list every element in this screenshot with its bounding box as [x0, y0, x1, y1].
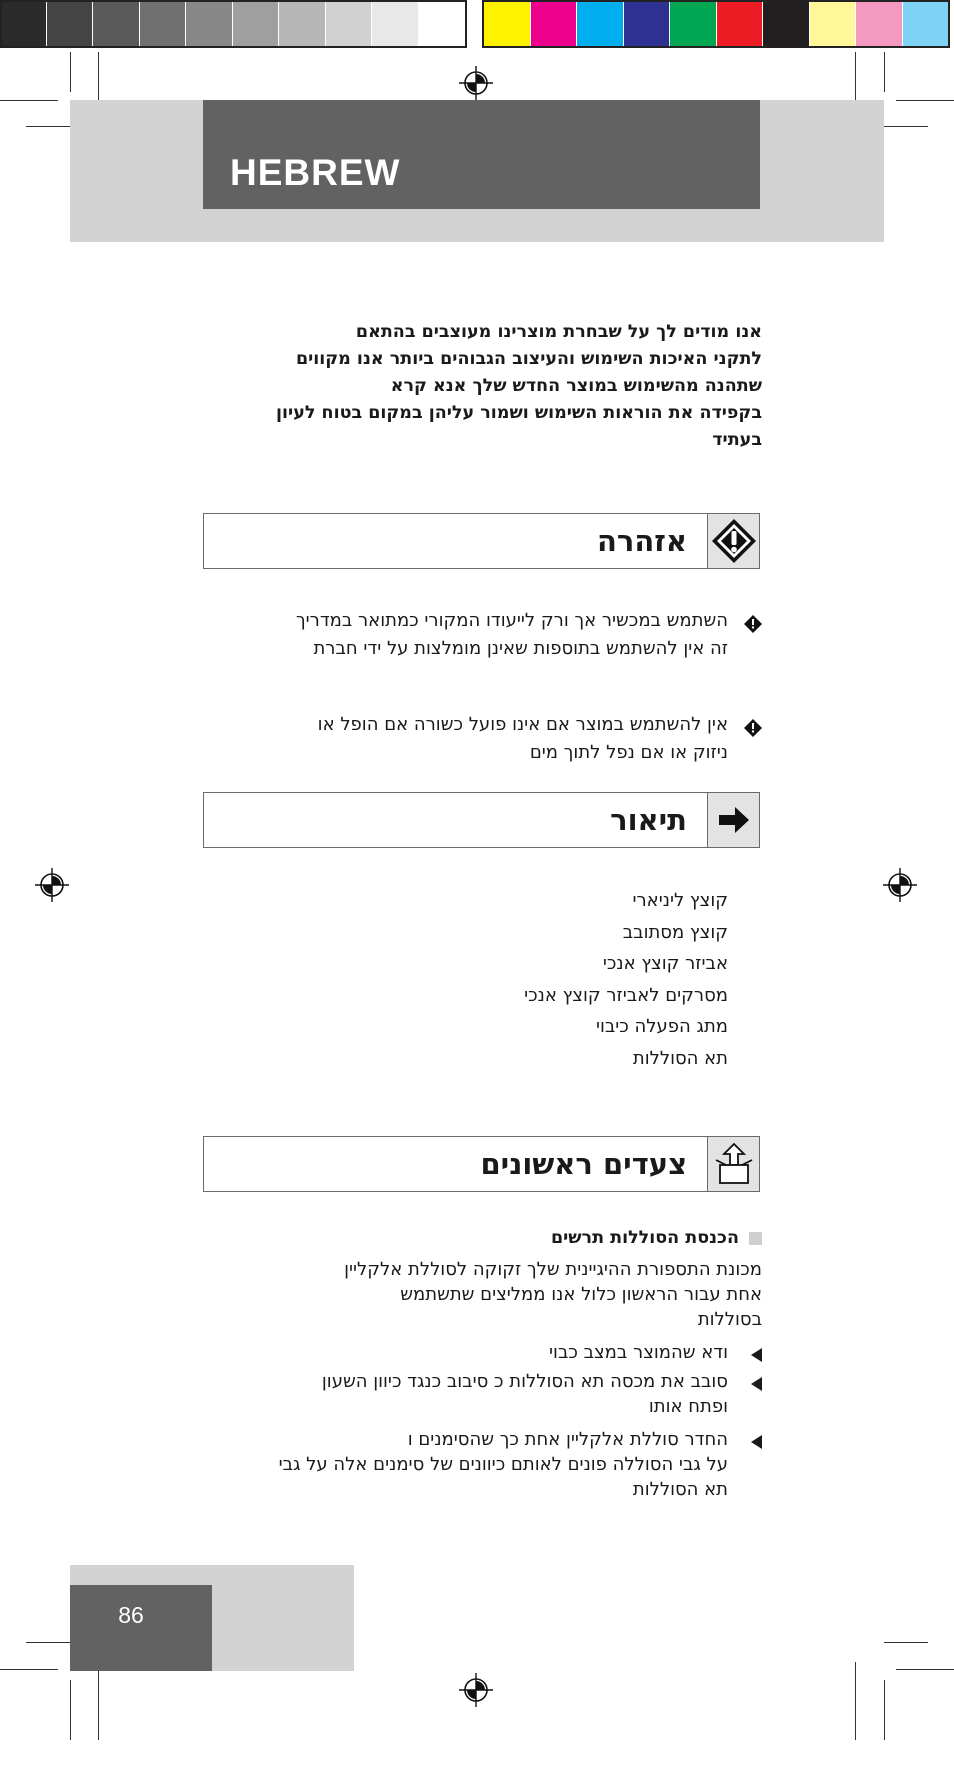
crop-mark	[26, 1642, 70, 1643]
intro-paragraph	[200, 319, 762, 454]
gray-strip-frame	[0, 0, 467, 48]
step-line: ודא שהמוצר במצב כבוי	[549, 1342, 728, 1363]
warning-bullet-icon	[744, 615, 762, 633]
description-title: תיאור	[610, 803, 687, 837]
registration-mark-icon	[459, 1673, 493, 1707]
process-strip-frame	[482, 0, 950, 48]
step-line: תא הסוללות	[632, 1479, 728, 1500]
parts-list	[400, 885, 728, 1074]
warning-diamond-icon	[711, 518, 757, 564]
crop-mark	[26, 126, 70, 127]
battery-subheading	[400, 1226, 762, 1250]
step-item	[200, 1427, 762, 1502]
crop-mark	[884, 1680, 885, 1740]
step-item	[200, 1369, 762, 1419]
registration-mark-icon	[459, 66, 493, 100]
list-item: תא הסוללות	[632, 1047, 728, 1069]
box-arrow-up-icon	[714, 1143, 754, 1185]
list-item: אביזר קוצץ אנכי	[602, 953, 728, 974]
language-title: HEBREW	[230, 152, 401, 193]
first-steps-icon-cell	[707, 1137, 759, 1191]
intro-line: בעתיד	[712, 430, 762, 450]
paragraph-line: אחת עבור הראשון כלול אנו ממליצים שתשתמש	[400, 1284, 762, 1305]
crop-mark	[855, 52, 856, 102]
battery-paragraph	[200, 1257, 762, 1332]
crop-mark	[896, 1669, 954, 1670]
warning-item-line: השתמש במכשיר אך ורק לייעודו המקורי כמתואר במדריך	[295, 610, 728, 631]
step-line: סובב את מכסה תא הסוללות כ סיבוב כנגד כיוון השעון	[321, 1371, 728, 1392]
description-icon-cell	[707, 793, 759, 847]
list-item: מתג הפעלה כיבוי	[595, 1016, 728, 1037]
crop-mark	[0, 1669, 58, 1670]
intro-line: בקפידה את הוראות השימוש ושמור עליהן במקום בטוח לעיון	[276, 403, 762, 423]
intro-line: שתהנה מהשימוש במוצר החדש שלך אנא קרא	[390, 376, 762, 396]
crop-mark	[896, 100, 954, 101]
warning-item-line: זה אין להשתמש בתוספות שאינן מומלצות על ידי חברת	[313, 638, 728, 659]
warning-item-line: אין להשתמש במוצר אם אינו פועל כשורה אם הופל או	[317, 714, 728, 735]
arrow-right-icon	[717, 805, 751, 835]
triangle-bullet-icon	[751, 1435, 762, 1449]
step-line: החדר סוללת אלקליין אחת כך שהסימנים ו	[407, 1429, 728, 1450]
warning-icon-cell	[707, 514, 759, 568]
crop-mark	[884, 126, 928, 127]
warning-title: אזהרה	[596, 524, 687, 558]
step-line: על גבי הסוללה פונים לאותם כיוונים של סימנים אלה על גבי	[278, 1454, 728, 1475]
triangle-bullet-icon	[751, 1377, 762, 1391]
crop-mark	[0, 100, 58, 101]
triangle-bullet-icon	[751, 1348, 762, 1362]
registration-mark-icon	[883, 868, 917, 902]
intro-line: אנו מודים לך על שבחרת מוצרינו מעוצבים בהתאם	[355, 322, 762, 342]
first-steps-title: צעדים ראשונים	[480, 1147, 687, 1181]
crop-mark	[70, 52, 71, 92]
warning-item	[200, 711, 762, 767]
list-item: מסרקים לאביזר קוצץ אנכי	[524, 984, 728, 1006]
first-steps-section-header	[203, 1136, 760, 1192]
square-bullet-icon	[749, 1232, 762, 1245]
paragraph-line: בסוללות	[697, 1309, 762, 1330]
crop-mark	[70, 1680, 71, 1740]
warning-bullet-icon	[744, 719, 762, 737]
warning-item-line: ניזוק או אם נפל לתוך מים	[529, 742, 728, 763]
crop-mark	[884, 1642, 928, 1643]
step-line: ופתח אותו	[648, 1396, 728, 1417]
subheading-text: הכנסת הסוללות תרשים	[550, 1228, 739, 1248]
crop-mark	[884, 52, 885, 92]
registration-mark-icon	[35, 868, 69, 902]
list-item: קוצץ ליניארי	[632, 890, 728, 911]
warning-section-header	[203, 513, 760, 569]
list-item: קוצץ מסתובב	[622, 921, 728, 943]
crop-mark	[98, 52, 99, 102]
paragraph-line: מכונת התספורת ההיגיינית שלך זקוקה לסוללת אלקליין	[344, 1259, 762, 1280]
crop-mark	[98, 1662, 99, 1740]
page-number: 86	[118, 1602, 144, 1628]
intro-line: לתקני האיכות השימוש והעיצוב הגבוהים ביותר אנו מקווים	[295, 349, 762, 369]
crop-mark	[855, 1662, 856, 1740]
step-item	[200, 1340, 762, 1365]
description-section-header	[203, 792, 760, 848]
warning-item	[200, 607, 762, 663]
